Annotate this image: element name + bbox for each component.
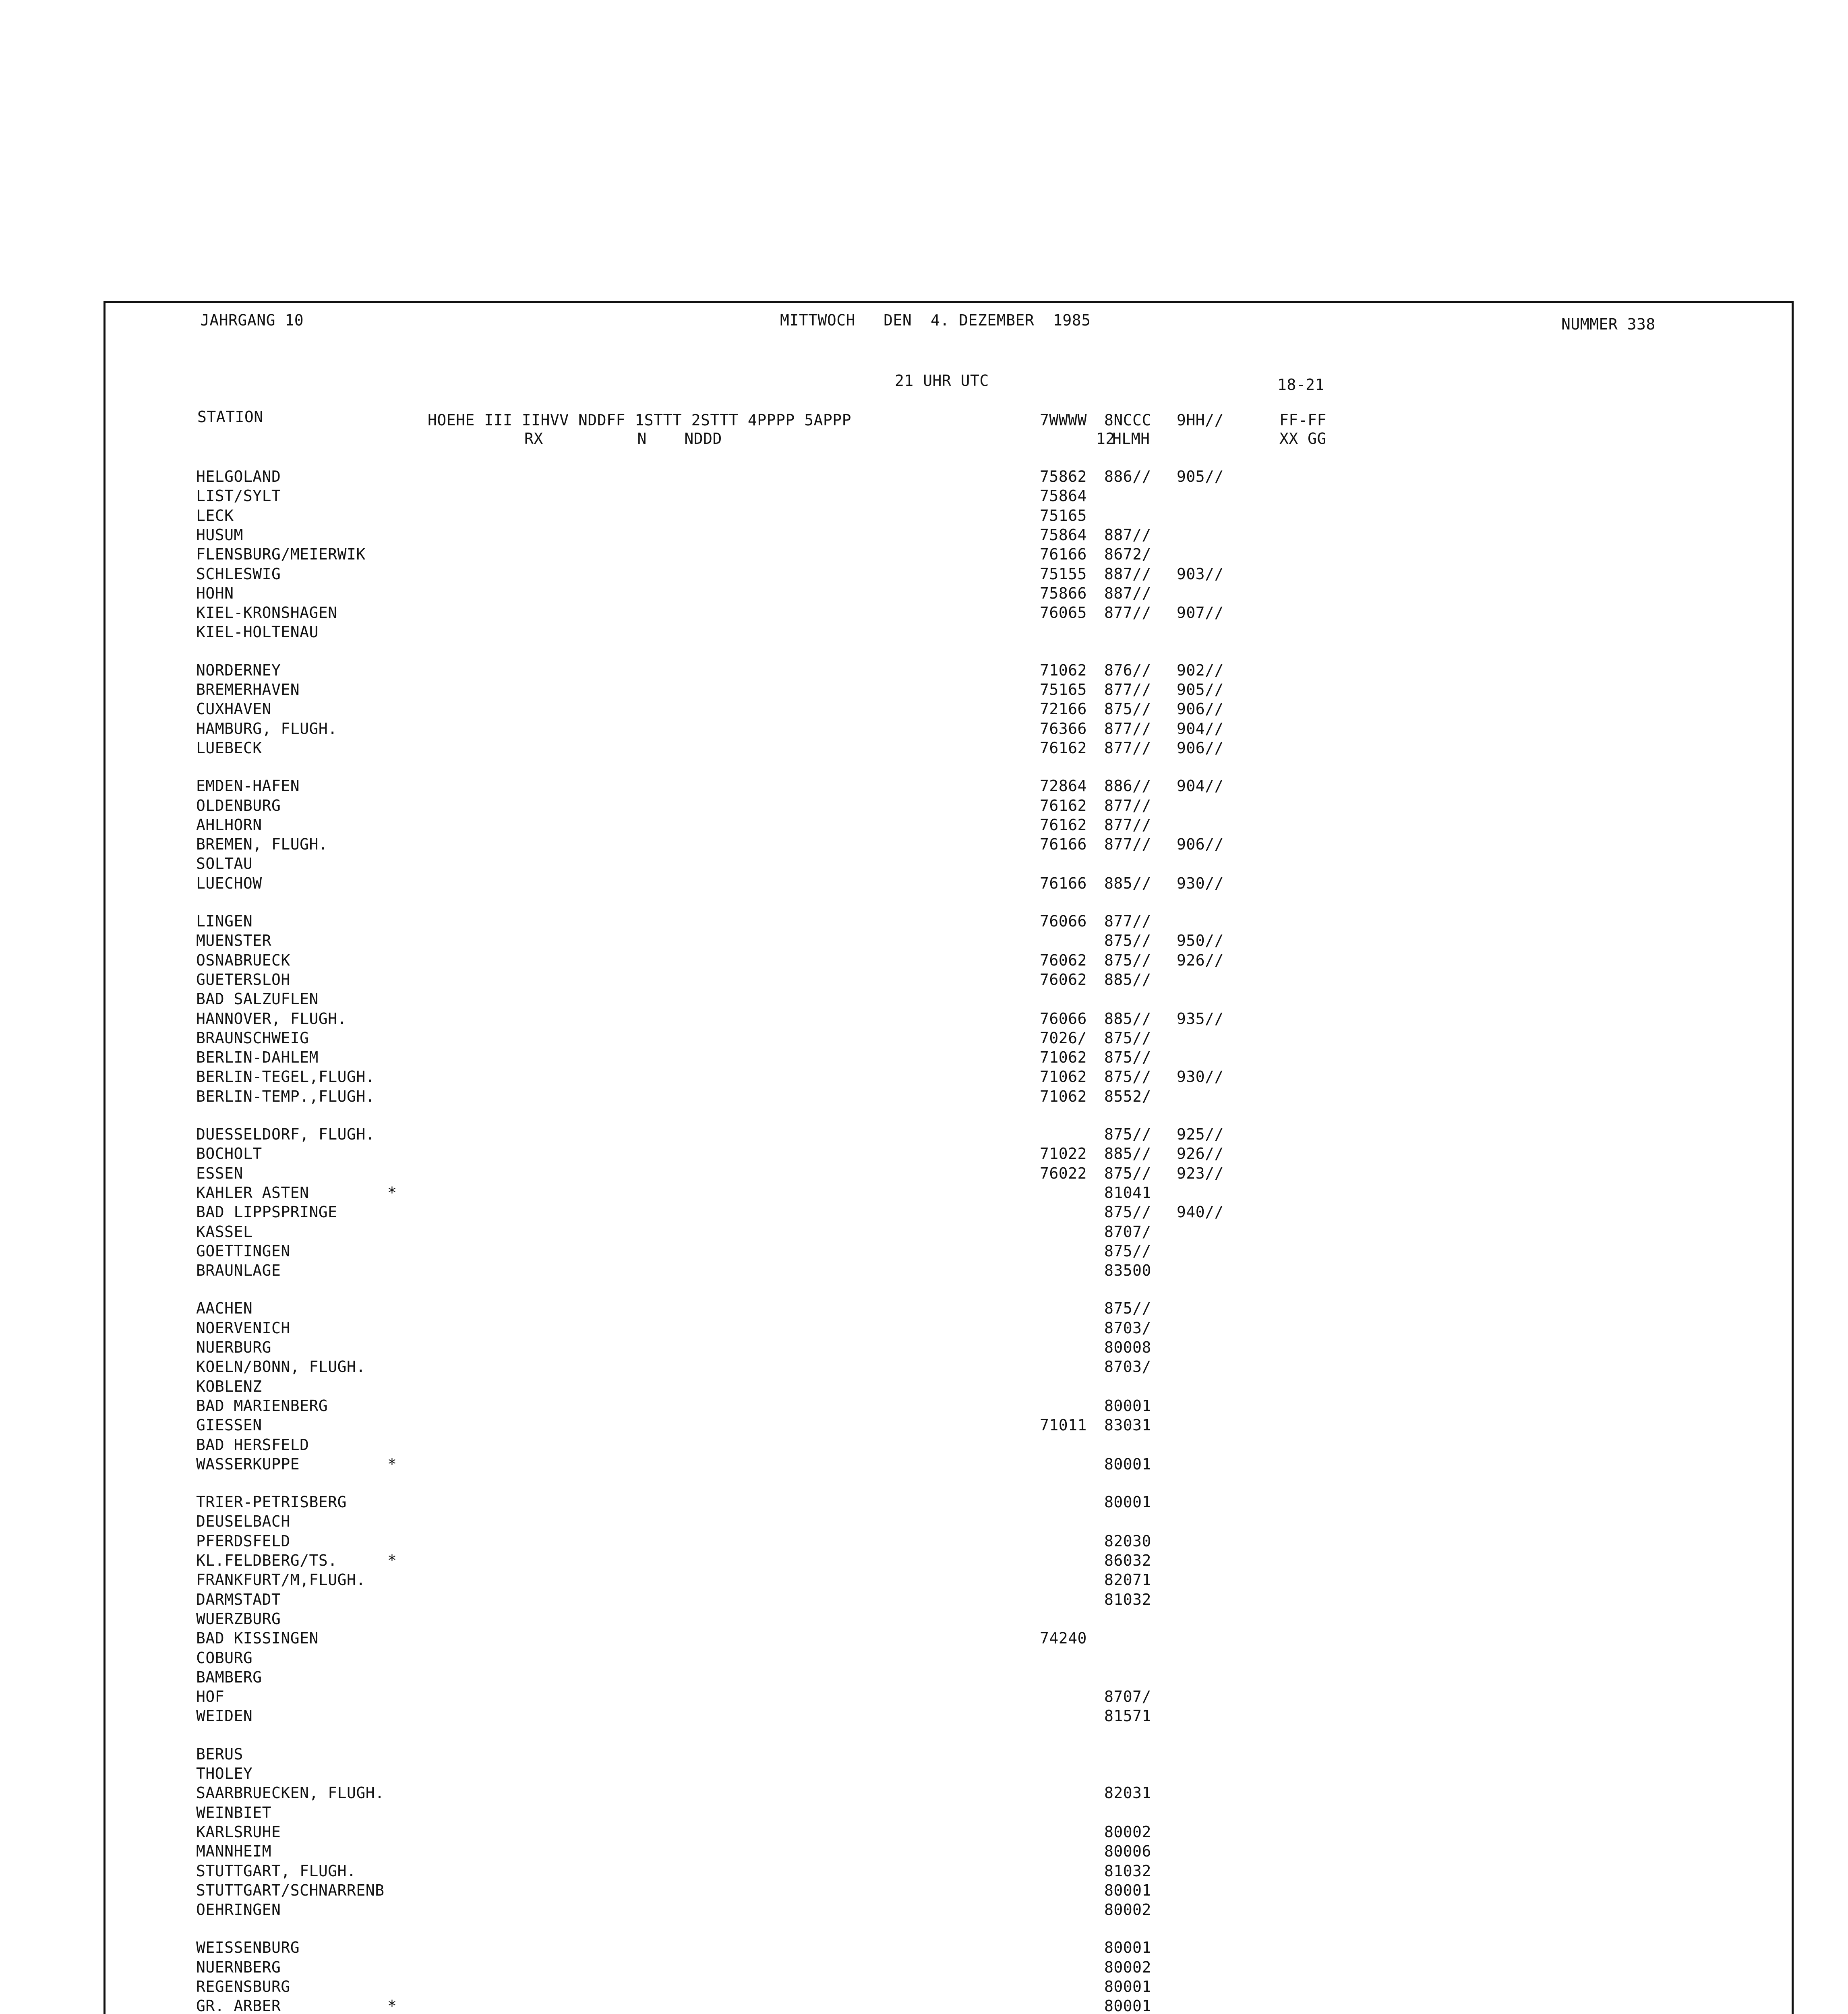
cloud-code: 875// — [1104, 1164, 1151, 1182]
station-name: REGENSBURG — [196, 1978, 290, 1995]
station-name: GR. ARBER — [196, 1997, 281, 2014]
height-code: 906// — [1177, 835, 1224, 854]
weather-code: 76166 — [1040, 874, 1087, 892]
height-code: 906// — [1177, 739, 1224, 757]
station-name: BAD SALZUFLEN — [196, 990, 319, 1008]
cloud-code: 885// — [1104, 970, 1151, 988]
station-name: KARLSRUHE — [196, 1823, 281, 1841]
cloud-code: 80001 — [1104, 1455, 1151, 1473]
cloud-code: 877// — [1104, 835, 1151, 854]
station-name: NUERNBERG — [196, 1958, 281, 1976]
station-name: WEINBIET — [196, 1803, 272, 1821]
weather-code: 71062 — [1040, 1068, 1087, 1086]
cloud-code: 875// — [1104, 1068, 1151, 1086]
mountain-marker: * — [387, 1997, 397, 2014]
station-name: HELGOLAND — [196, 468, 281, 485]
weather-code: 71062 — [1040, 661, 1087, 679]
station-name: SCHLESWIG — [196, 565, 281, 583]
station-name: FRANKFURT/M,FLUGH. — [196, 1571, 366, 1589]
cloud-code: 876// — [1104, 661, 1151, 679]
station-name: ESSEN — [196, 1164, 243, 1182]
cloud-code: 887// — [1104, 526, 1151, 544]
station-name: KL.FELDBERG/TS. — [196, 1552, 337, 1569]
station-name: TRIER-PETRISBERG — [196, 1493, 347, 1511]
station-name: EMDEN-HAFEN — [196, 777, 300, 795]
station-name: NUERBURG — [196, 1339, 272, 1356]
station-name: DUESSELDORF, FLUGH. — [196, 1125, 375, 1143]
station-name: GIESSEN — [196, 1416, 262, 1434]
column-n: 8NCCC — [1104, 411, 1151, 429]
mountain-marker: * — [387, 1183, 397, 1202]
station-name: KIEL-HOLTENAU — [196, 623, 319, 641]
cloud-code: 86032 — [1104, 1552, 1151, 1569]
height-code: 935// — [1177, 1009, 1224, 1028]
station-name: NORDERNEY — [196, 661, 281, 679]
cloud-code: 875// — [1104, 1029, 1151, 1047]
weather-code: 75165 — [1040, 681, 1087, 698]
station-name: BREMEN, FLUGH. — [196, 835, 328, 854]
station-name: COBURG — [196, 1649, 253, 1667]
cloud-code: 82031 — [1104, 1784, 1151, 1802]
date-label: MITTWOCH DEN 4. DEZEMBER 1985 — [780, 311, 1091, 329]
station-name: SOLTAU — [196, 855, 253, 873]
weather-code: 71022 — [1040, 1145, 1087, 1163]
weather-code: 7026/ — [1040, 1029, 1087, 1047]
weather-code: 72166 — [1040, 700, 1087, 718]
station-name: KOBLENZ — [196, 1377, 262, 1395]
mountain-marker: * — [387, 1552, 397, 1569]
station-name: LINGEN — [196, 912, 253, 930]
height-code: 930// — [1177, 874, 1224, 892]
weather-code: 75165 — [1040, 506, 1087, 524]
station-name: MANNHEIM — [196, 1842, 272, 1861]
cloud-code: 875// — [1104, 932, 1151, 950]
station-name: SAARBRUECKEN, FLUGH. — [196, 1784, 385, 1802]
station-name: HANNOVER, FLUGH. — [196, 1009, 347, 1028]
weather-code: 74240 — [1040, 1629, 1087, 1647]
weather-code: 76366 — [1040, 719, 1087, 738]
cloud-code: 80001 — [1104, 1397, 1151, 1415]
station-name: KOELN/BONN, FLUGH. — [196, 1358, 366, 1376]
cloud-code: 80006 — [1104, 1842, 1151, 1861]
cloud-code: 886// — [1104, 777, 1151, 795]
cloud-code: 8707/ — [1104, 1688, 1151, 1706]
cloud-code: 8552/ — [1104, 1087, 1151, 1105]
column-w: 7WWWW — [1040, 411, 1087, 429]
cloud-code: 80002 — [1104, 1901, 1151, 1919]
station-name: NOERVENICH — [196, 1319, 290, 1337]
weather-code: 75864 — [1040, 487, 1087, 505]
weather-code: 76162 — [1040, 796, 1087, 814]
column-codes-sub: RX N NDDD — [524, 430, 722, 448]
station-name: FLENSBURG/MEIERWIK — [196, 545, 366, 564]
station-name: BAD MARIENBERG — [196, 1397, 328, 1415]
cloud-code: 887// — [1104, 584, 1151, 602]
column-w-sub: 12 — [1096, 430, 1115, 448]
volume-label: JAHRGANG 10 — [200, 311, 304, 329]
station-name: DARMSTADT — [196, 1590, 281, 1608]
cloud-code: 8707/ — [1104, 1222, 1151, 1241]
weather-code: 76065 — [1040, 604, 1087, 622]
report-sheet — [103, 301, 1794, 2014]
station-name: BAD KISSINGEN — [196, 1629, 319, 1647]
station-name: LUECHOW — [196, 874, 262, 892]
station-name: BRAUNLAGE — [196, 1262, 281, 1280]
weather-code: 76166 — [1040, 545, 1087, 564]
cloud-code: 81041 — [1104, 1183, 1151, 1202]
station-name: BAMBERG — [196, 1668, 262, 1686]
column-ff: FF-FF — [1279, 411, 1327, 429]
height-code: 903// — [1177, 565, 1224, 583]
weather-code: 75155 — [1040, 565, 1087, 583]
weather-code: 76062 — [1040, 970, 1087, 988]
station-name: AHLHORN — [196, 816, 262, 834]
cloud-code: 886// — [1104, 468, 1151, 485]
height-code: 902// — [1177, 661, 1224, 679]
cloud-code: 877// — [1104, 719, 1151, 738]
station-name: BAD HERSFELD — [196, 1436, 309, 1454]
cloud-code: 80002 — [1104, 1958, 1151, 1976]
weather-code: 76162 — [1040, 816, 1087, 834]
station-name: WEIDEN — [196, 1707, 253, 1725]
height-code: 950// — [1177, 932, 1224, 950]
weather-code: 76162 — [1040, 739, 1087, 757]
station-name: GUETERSLOH — [196, 970, 290, 988]
cloud-code: 80001 — [1104, 1939, 1151, 1957]
height-code: 905// — [1177, 468, 1224, 485]
height-code: 905// — [1177, 681, 1224, 698]
weather-code: 71011 — [1040, 1416, 1087, 1434]
station-name: BERLIN-TEMP.,FLUGH. — [196, 1087, 375, 1105]
cloud-code: 875// — [1104, 700, 1151, 718]
station-name: KASSEL — [196, 1222, 253, 1241]
station-name: WUERZBURG — [196, 1610, 281, 1628]
station-name: BERUS — [196, 1745, 243, 1763]
cloud-code: 8703/ — [1104, 1319, 1151, 1337]
station-name: LUEBECK — [196, 739, 262, 757]
cloud-code: 877// — [1104, 604, 1151, 622]
station-name: KIEL-KRONSHAGEN — [196, 604, 337, 622]
station-name: OSNABRUECK — [196, 951, 290, 969]
height-code: 923// — [1177, 1164, 1224, 1182]
cloud-code: 80001 — [1104, 1493, 1151, 1511]
cloud-code: 81032 — [1104, 1590, 1151, 1608]
mountain-marker: * — [387, 1455, 397, 1473]
cloud-code: 885// — [1104, 1145, 1151, 1163]
weather-code: 76062 — [1040, 951, 1087, 969]
cloud-code: 80001 — [1104, 1881, 1151, 1899]
height-code: 904// — [1177, 719, 1224, 738]
station-name: HAMBURG, FLUGH. — [196, 719, 337, 738]
weather-code: 76066 — [1040, 912, 1087, 930]
station-name: BAD LIPPSPRINGE — [196, 1203, 337, 1221]
station-name: WASSERKUPPE — [196, 1455, 300, 1473]
station-name: BOCHOLT — [196, 1145, 262, 1163]
weather-code: 76022 — [1040, 1164, 1087, 1182]
station-name: STUTTGART, FLUGH. — [196, 1862, 356, 1880]
cloud-code: 875// — [1104, 1299, 1151, 1318]
cloud-code: 875// — [1104, 951, 1151, 969]
cloud-code: 877// — [1104, 816, 1151, 834]
column-n-sub: HLMH — [1112, 430, 1150, 448]
station-name: OEHRINGEN — [196, 1901, 281, 1919]
cloud-code: 877// — [1104, 681, 1151, 698]
cloud-code: 83500 — [1104, 1262, 1151, 1280]
station-name: MUENSTER — [196, 932, 272, 950]
cloud-code: 82030 — [1104, 1532, 1151, 1550]
station-name: LECK — [196, 506, 234, 524]
station-name: HUSUM — [196, 526, 243, 544]
weather-code: 76066 — [1040, 1009, 1087, 1028]
cloud-code: 877// — [1104, 739, 1151, 757]
station-name: BERLIN-DAHLEM — [196, 1048, 319, 1067]
cloud-code: 80001 — [1104, 1978, 1151, 1995]
height-code: 925// — [1177, 1125, 1224, 1143]
issue-number: NUMMER 338 — [1561, 315, 1656, 333]
station-name: THOLEY — [196, 1765, 253, 1782]
column-station: STATION — [197, 408, 263, 426]
weather-code: 76166 — [1040, 835, 1087, 854]
column-codes: HOEHE III IIHVV NDDFF 1STTT 2STTT 4PPPP 5APPP — [428, 411, 852, 429]
cloud-code: 83031 — [1104, 1416, 1151, 1434]
cloud-code: 81571 — [1104, 1707, 1151, 1725]
height-code: 926// — [1177, 1145, 1224, 1163]
cloud-code: 8672/ — [1104, 545, 1151, 564]
weather-code: 75862 — [1040, 468, 1087, 485]
station-name: CUXHAVEN — [196, 700, 272, 718]
station-name: OLDENBURG — [196, 796, 281, 814]
weather-code: 71062 — [1040, 1087, 1087, 1105]
station-name: BERLIN-TEGEL,FLUGH. — [196, 1068, 375, 1086]
cloud-code: 875// — [1104, 1242, 1151, 1260]
column-ff-sub: XX GG — [1279, 430, 1327, 448]
station-name: LIST/SYLT — [196, 487, 281, 505]
cloud-code: 885// — [1104, 1009, 1151, 1028]
height-code: 904// — [1177, 777, 1224, 795]
period-label: 18-21 — [1277, 376, 1324, 394]
cloud-code: 80002 — [1104, 1823, 1151, 1841]
station-name: STUTTGART/SCHNARRENB — [196, 1881, 385, 1899]
height-code: 926// — [1177, 951, 1224, 969]
cloud-code: 80001 — [1104, 1997, 1151, 2014]
cloud-code: 887// — [1104, 565, 1151, 583]
station-name: HOHN — [196, 584, 234, 602]
weather-code: 72864 — [1040, 777, 1087, 795]
height-code: 906// — [1177, 700, 1224, 718]
weather-code: 71062 — [1040, 1048, 1087, 1067]
cloud-code: 8703/ — [1104, 1358, 1151, 1376]
cloud-code: 80008 — [1104, 1339, 1151, 1356]
height-code: 940// — [1177, 1203, 1224, 1221]
weather-code: 75866 — [1040, 584, 1087, 602]
cloud-code: 875// — [1104, 1125, 1151, 1143]
cloud-code: 877// — [1104, 912, 1151, 930]
station-name: PFERDSFELD — [196, 1532, 290, 1550]
cloud-code: 81032 — [1104, 1862, 1151, 1880]
station-name: BREMERHAVEN — [196, 681, 300, 698]
cloud-code: 875// — [1104, 1048, 1151, 1067]
column-h: 9HH// — [1177, 411, 1224, 429]
station-name: WEISSENBURG — [196, 1939, 300, 1957]
cloud-code: 875// — [1104, 1203, 1151, 1221]
station-name: GOETTINGEN — [196, 1242, 290, 1260]
cloud-code: 877// — [1104, 796, 1151, 814]
height-code: 907// — [1177, 604, 1224, 622]
weather-code: 75864 — [1040, 526, 1087, 544]
height-code: 930// — [1177, 1068, 1224, 1086]
station-name: AACHEN — [196, 1299, 253, 1318]
station-name: KAHLER ASTEN — [196, 1183, 309, 1202]
observation-time: 21 UHR UTC — [895, 372, 989, 390]
station-name: HOF — [196, 1688, 225, 1706]
cloud-code: 885// — [1104, 874, 1151, 892]
station-name: BRAUNSCHWEIG — [196, 1029, 309, 1047]
cloud-code: 82071 — [1104, 1571, 1151, 1589]
station-name: DEUSELBACH — [196, 1513, 290, 1531]
